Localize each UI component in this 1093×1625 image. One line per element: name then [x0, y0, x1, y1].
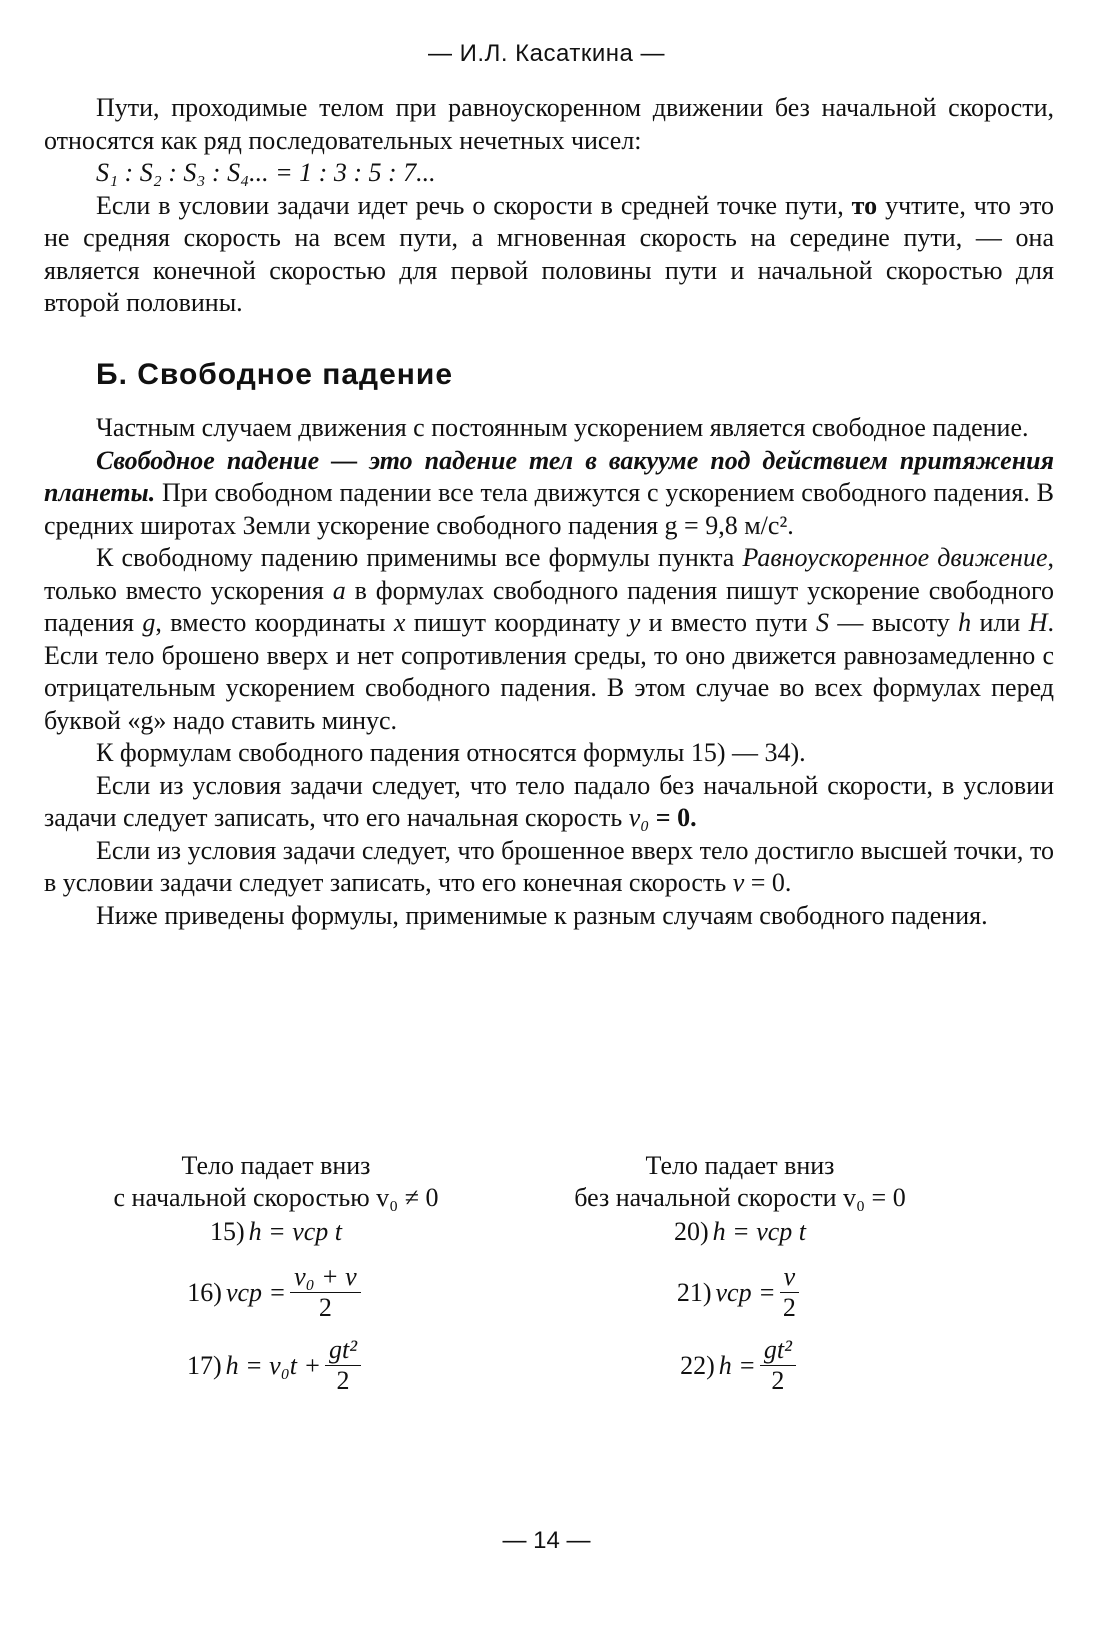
ratio-formula: S₁ : S₂ : S₃ : S₄... = 1 : 3 : 5 : 7...: [96, 158, 436, 187]
formula-15: 15) h = vср t: [209, 1217, 343, 1246]
left-column-subtitle: с начальной скоростью v₀ ≠ 0: [113, 1183, 439, 1212]
formulas-left-column: [16, 1150, 536, 1396]
section-title: Б. Свободное падение: [96, 358, 454, 391]
free-fall-text: [44, 412, 1054, 932]
paragraph-paths-ratio: Пути, проходимые телом при равноускоренном движении без начальной скорости, относятся как ряд последовательных нечетных чисел:: [44, 93, 1054, 155]
paragraph-definition: Свободное падение — это падение тел в вакууме под действием притяжения планеты. При свободном падении все тела движутся с ускорением свободного падения. В средних широтах Земли ускорение свободного падения g = 9,8 м/с².: [44, 445, 1054, 540]
formula-22: 22) h = $\frac{\text{gt²}}{2}$: [480, 1335, 1000, 1396]
right-column-subtitle: без начальной скорости v₀ = 0: [574, 1183, 906, 1212]
paragraph-formula-range: К формулам свободного падения относятся формулы 15) — 34).: [96, 738, 806, 767]
formula-20: 20) h = vср t: [673, 1217, 807, 1246]
paragraph-free-fall-intro: Частным случаем движения с постоянным ускорением является свободное падение.: [96, 413, 1029, 442]
formula-16: 16) vср = $\frac{\text{v₀ + v}}{2}$: [16, 1262, 536, 1323]
paragraph-formulas-applicability: К свободному падению применимы все формулы пункта Равноускоренное движение, только вместо ускорения a в формулах свободного падения пишут ускорение свободного падения g, вместо координаты x пишут координату y и вместо пути S — высоту h или H. Если тело брошено вверх и нет сопротивления среды, то оно движется равнозамедленно с отрицательным ускорением свободного падения. В этом случае во всех формулах перед буквой «g» надо ставить минус.: [44, 543, 1055, 735]
right-column-title: Тело падает вниз: [645, 1151, 835, 1180]
paragraph-midpoint-speed: Если в условии задачи идет речь о скорости в средней точке пути, то учтите, что это не средняя скорость на всем пути, а мгновенная скорость на середине пути, — она является конечной скоростью для первой половины пути и начальной скоростью для второй половины.: [44, 190, 1055, 317]
paragraph-zero-initial-speed: Если из условия задачи следует, что тело падало без начальной скорости, в условии задачи следует записать, что его начальная скорость v₀ = 0.: [44, 770, 1054, 832]
formulas-right-column: [480, 1150, 1000, 1396]
intro-text: [44, 92, 1054, 320]
paragraph-formulas-below: Ниже приведены формулы, применимые к разным случаям свободного падения.: [96, 900, 988, 930]
paragraph-zero-final-speed: Если из условия задачи следует, что брошенное вверх тело достигло высшей точки, то в условии задачи следует записать, что его конечная скорость v = 0.: [44, 835, 1054, 897]
formula-17: 17) h = v₀t + $\frac{\text{gt²}}{2}$: [16, 1335, 536, 1396]
page-number: — 14 —: [502, 1527, 591, 1554]
left-column-title: Тело падает вниз: [181, 1151, 371, 1180]
running-header: — И.Л. Касаткина —: [428, 40, 665, 67]
formula-21: 21) vср = $\frac{v}{2}$: [480, 1262, 1000, 1323]
